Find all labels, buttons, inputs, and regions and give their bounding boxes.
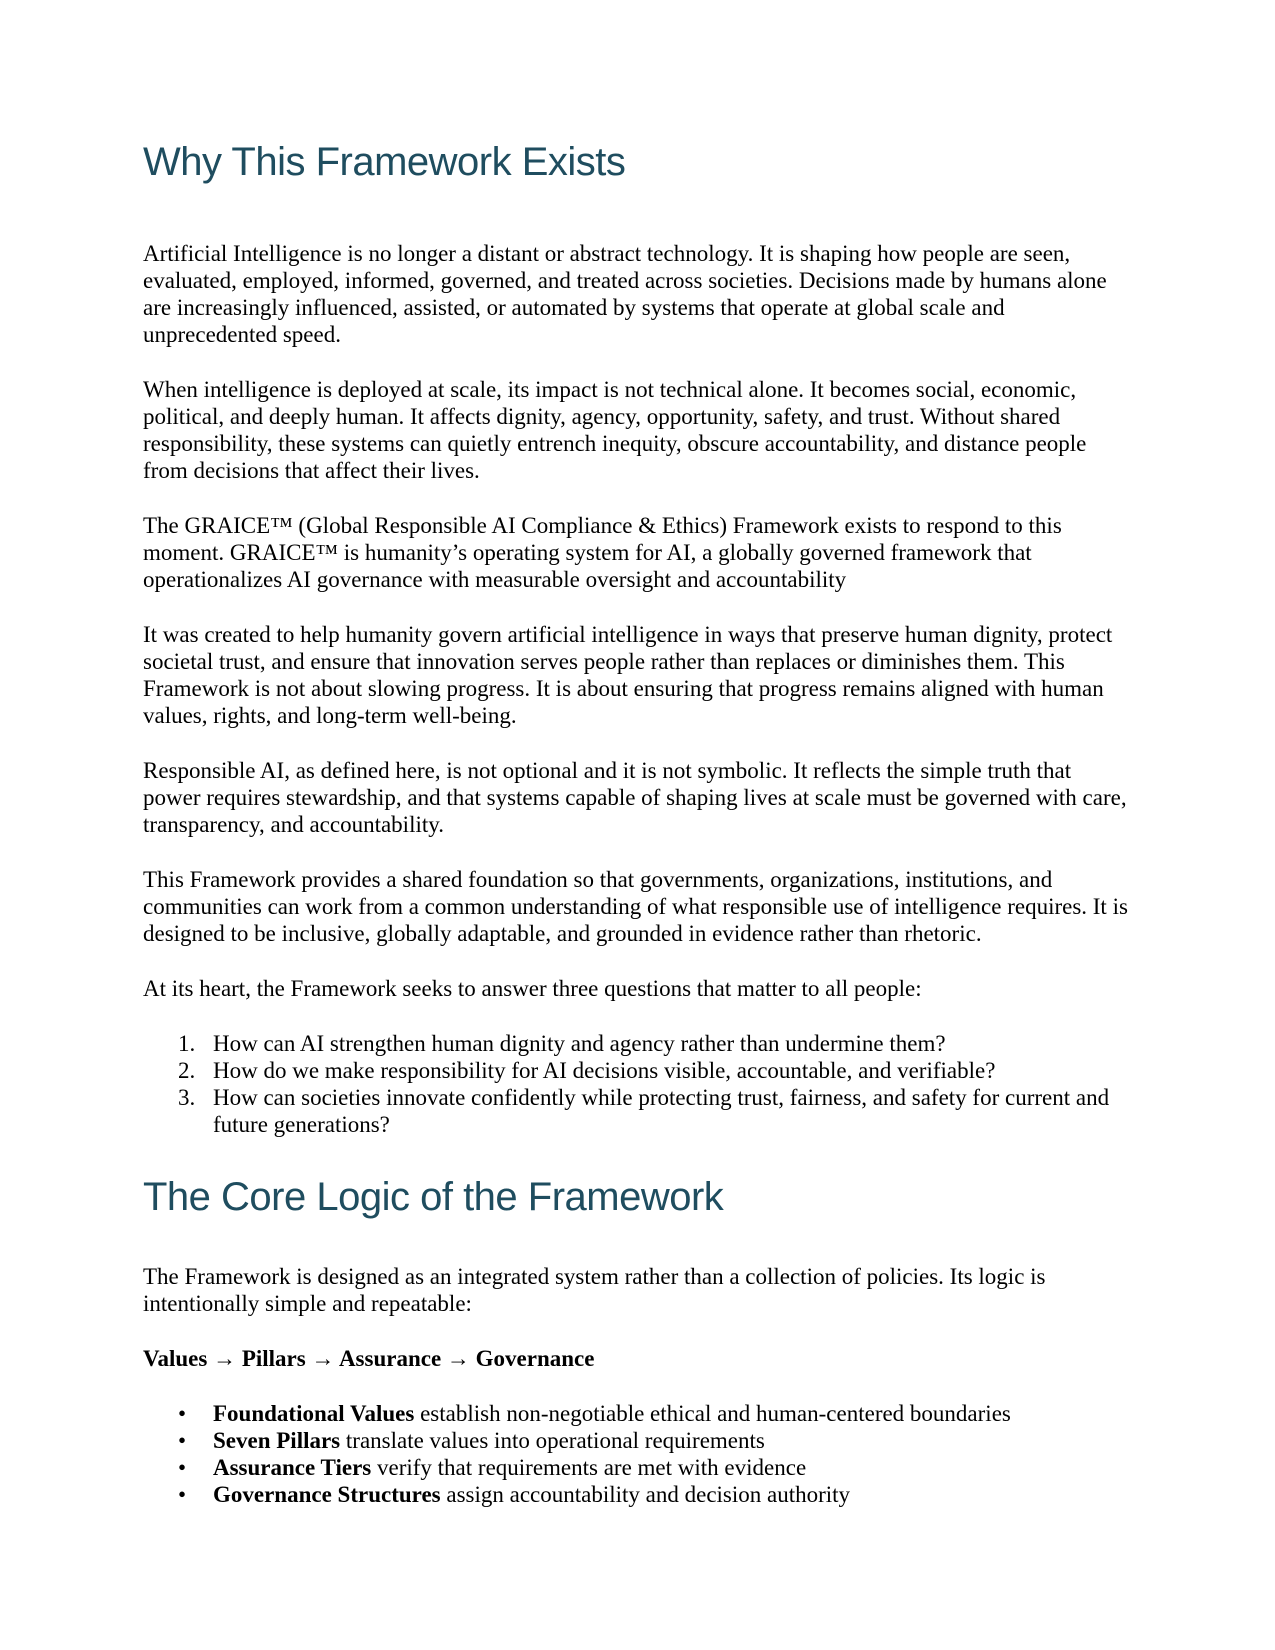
question-item: [143, 1057, 1132, 1084]
bullet-text: [213, 1400, 1132, 1427]
bullet-text: [213, 1427, 1132, 1454]
bullet-glyph: •: [178, 1428, 187, 1453]
question-text: How do we make responsibility for AI decisions visible, accountable, and verifiable?: [213, 1058, 996, 1083]
paragraph-intro-3: The GRAICE™ (Global Responsible AI Compliance & Ethics) Framework exists to respond to this moment. GRAICE™ is humanity’s operating system for AI, a globally governed framework that operationalizes AI governance with measurable oversight and accountability: [143, 513, 1062, 592]
paragraph-intro-1: Artificial Intelligence is no longer a distant or abstract technology. It is shaping how people are seen, evaluated, employed, informed, governed, and treated across societies. Decisions made by humans alone are increasingly influenced, assisted, or automated by systems that operate at global scale and unprecedented speed.: [143, 241, 1107, 347]
bullet-bold-lead: Seven Pillars: [213, 1428, 341, 1453]
bullet-bold-lead: Foundational Values: [213, 1401, 415, 1426]
list-number: 3.: [178, 1085, 196, 1110]
question-item: [143, 1030, 1132, 1057]
bullet-glyph: •: [178, 1482, 187, 1507]
list-number: 1.: [178, 1031, 196, 1056]
question-text: How can AI strengthen human dignity and agency rather than undermine them?: [213, 1031, 946, 1056]
section-heading-why-this-framework-exists: Why This Framework Exists: [143, 140, 626, 184]
paragraph-intro-2: When intelligence is deployed at scale, its impact is not technical alone. It becomes social, economic, political, and deeply human. It affects dignity, agency, opportunity, safety, and trust. Without shared responsibility, these systems can quietly entrench inequity, obscure accountability, and distance people from decisions that affect their lives.: [143, 377, 1087, 483]
paragraph-intro-5: Responsible AI, as defined here, is not optional and it is not symbolic. It reflects the simple truth that power requires stewardship, and that systems capable of shaping lives at scale must be governed with care, transparency, and accountability.: [143, 758, 1127, 837]
bullet-bold-lead: Governance Structures: [213, 1482, 441, 1507]
bullet-item: [143, 1454, 1132, 1481]
numbered-question-list: [143, 1030, 1132, 1138]
bullet-rest: assign accountability and decision authority: [440, 1482, 851, 1507]
bullet-rest: verify that requirements are met with evidence: [371, 1455, 807, 1480]
paragraph-intro-4: It was created to help humanity govern artificial intelligence in ways that preserve human dignity, protect societal trust, and ensure that innovation serves people rather than replaces or diminishes them. This Framework is not about slowing progress. It is about ensuring that progress remains aligned with human values, rights, and long-term well-being.: [143, 622, 1113, 728]
bullet-text: [213, 1454, 1132, 1481]
question-text: How can societies innovate confidently while protecting trust, fairness, and safety for current and future generations?: [213, 1085, 1110, 1137]
section-heading-core-logic: The Core Logic of the Framework: [143, 1175, 724, 1219]
paragraph-intro-6: This Framework provides a shared foundation so that governments, organizations, institutions, and communities can work from a common understanding of what responsible use of intelligence requires. It is designed to be inclusive, globally adaptable, and grounded in evidence rather than rhetoric.: [143, 867, 1128, 946]
bullet-text: [213, 1481, 1132, 1508]
bullet-bold-lead: Assurance Tiers: [213, 1455, 372, 1480]
bullet-rest: translate values into operational requirements: [340, 1428, 765, 1453]
bullet-item: [143, 1427, 1132, 1454]
questions-intro: At its heart, the Framework seeks to answer three questions that matter to all people:: [143, 976, 922, 1001]
question-item: [143, 1084, 1132, 1138]
values-flow-line: Values → Pillars → Assurance → Governance: [143, 1346, 595, 1371]
bullet-glyph: •: [178, 1401, 187, 1426]
bullet-item: [143, 1400, 1132, 1427]
core-logic-intro: The Framework is designed as an integrated system rather than a collection of policies. Its logic is intentionally simple and repeatable:: [143, 1264, 1046, 1316]
list-number: 2.: [178, 1058, 196, 1083]
bullet-rest: establish non-negotiable ethical and human-centered boundaries: [414, 1401, 1011, 1426]
bullet-item: [143, 1481, 1132, 1508]
flow-bullet-list: [143, 1400, 1132, 1508]
bullet-glyph: •: [178, 1455, 187, 1480]
